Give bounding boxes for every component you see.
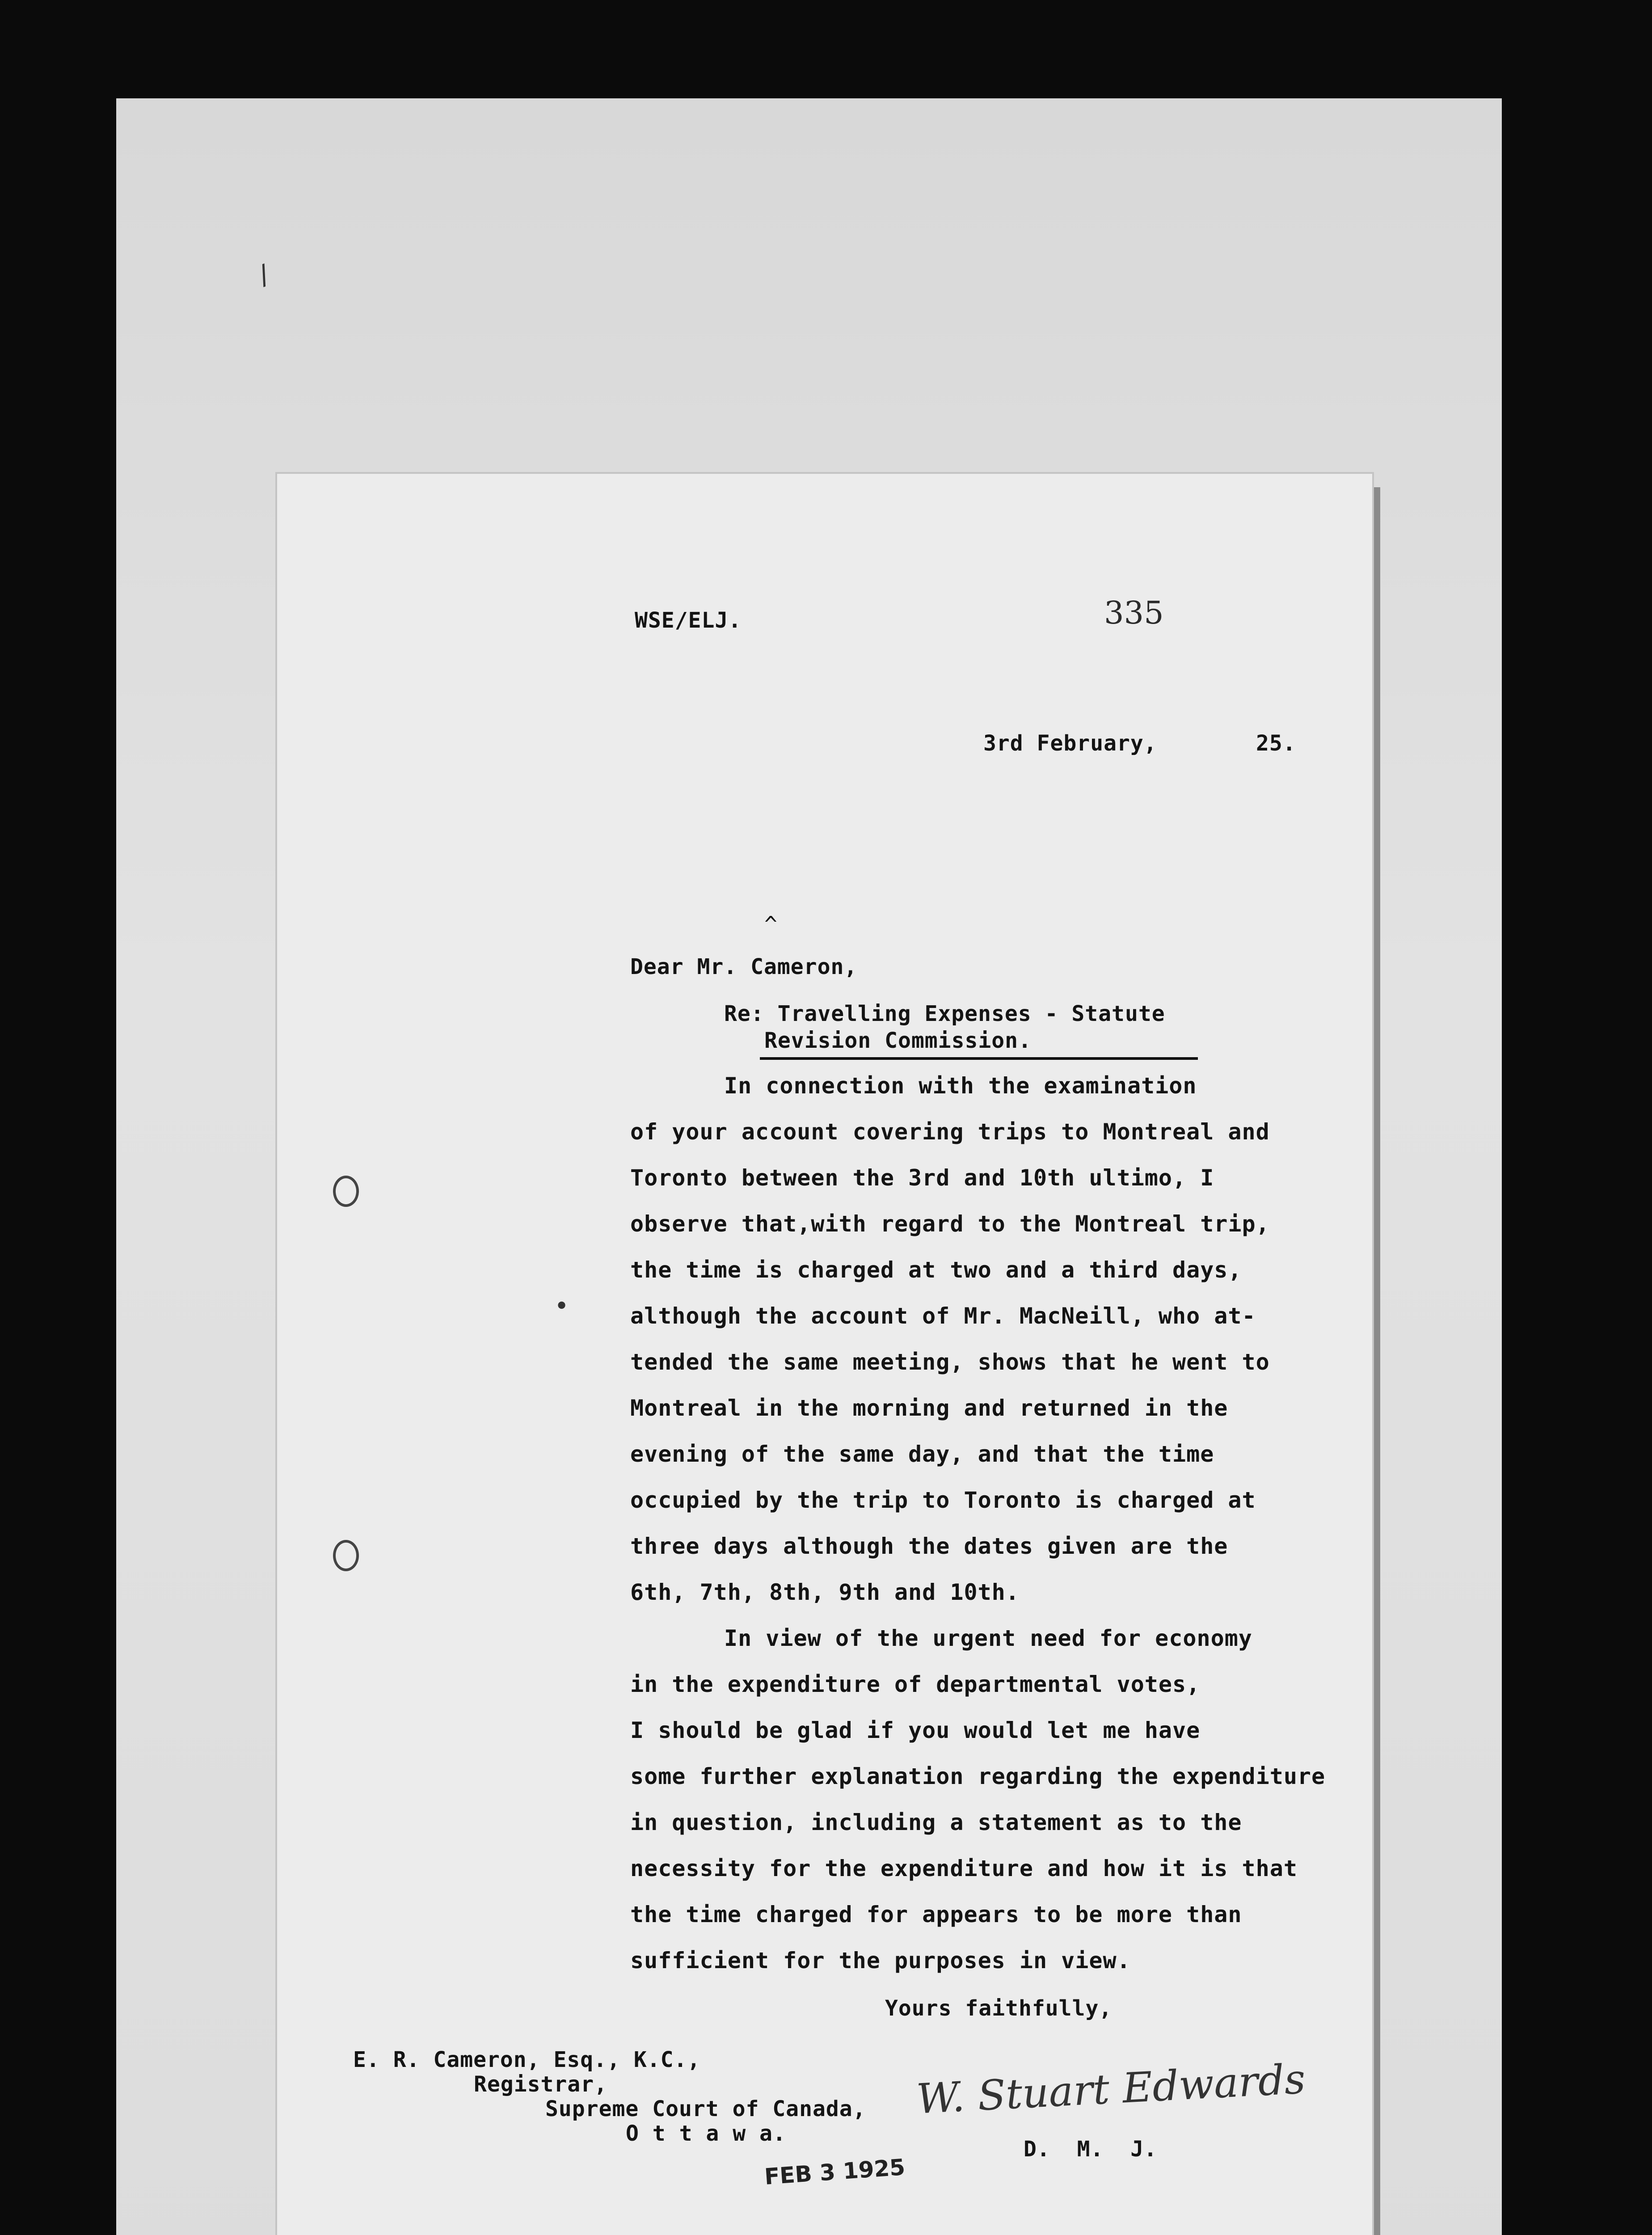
salutation: Dear Mr. Cameron, [630, 954, 858, 979]
pencil-tick-mark: / [254, 258, 274, 291]
body-line: in the expenditure of departmental votes, [630, 1671, 1201, 1697]
body-line: 6th, 7th, 8th, 9th and 10th. [630, 1579, 1020, 1605]
body-line: I should be glad if you would let me have [630, 1717, 1201, 1743]
body-line: of your account covering trips to Montreal and [630, 1119, 1270, 1145]
closing: Yours faithfully, [885, 1996, 1113, 2021]
reference-code: WSE/ELJ. [635, 608, 742, 633]
body-line: tended the same meeting, shows that he went to [630, 1349, 1270, 1375]
body-line: In connection with the examination [724, 1073, 1197, 1099]
addressee-name: E. R. Cameron, Esq., K.C., [353, 2047, 701, 2072]
letter-sheet [277, 474, 1372, 2235]
ink-dot-mark: • [554, 1292, 569, 1321]
subject-underline [760, 1057, 1198, 1060]
body-line: Toronto between the 3rd and 10th ultimo, I [630, 1165, 1214, 1191]
body-line: three days although the dates given are the [630, 1533, 1228, 1559]
body-line: observe that,with regard to the Montreal trip, [630, 1211, 1270, 1237]
punch-hole-top [333, 1176, 359, 1207]
subject-line-1: Re: Travelling Expenses - Statute [724, 1001, 1165, 1026]
body-line: although the account of Mr. MacNeill, who at- [630, 1303, 1256, 1329]
body-line: some further explanation regarding the expenditure [630, 1763, 1326, 1789]
body-line: Montreal in the morning and returned in the [630, 1395, 1228, 1421]
subject-line-2: Revision Commission. [764, 1028, 1032, 1053]
body-line: necessity for the expenditure and how it is that [630, 1855, 1298, 1881]
letter-date: 3rd February, [983, 731, 1157, 756]
body-line: evening of the same day, and that the time [630, 1441, 1214, 1467]
caret-mark: ^ [764, 912, 778, 937]
signature: W. Stuart Edwards [915, 2055, 1307, 2123]
body-line: sufficient for the purposes in view. [630, 1948, 1131, 1974]
page-number: 335 [1104, 595, 1164, 631]
body-line: the time is charged at two and a third days, [630, 1257, 1242, 1283]
addressee-city: O t t a w a. [626, 2121, 786, 2146]
body-line: in question, including a statement as to the [630, 1809, 1242, 1835]
punch-hole-bottom [333, 1540, 359, 1571]
body-line: the time charged for appears to be more than [630, 1902, 1242, 1927]
addressee-org: Supreme Court of Canada, [545, 2096, 866, 2121]
signer-initials: D. M. J. [1024, 2137, 1157, 2162]
body-line: In view of the urgent need for economy [724, 1625, 1252, 1651]
addressee-title: Registrar, [474, 2072, 607, 2097]
letter-year: 25. [1256, 731, 1296, 756]
body-line: occupied by the trip to Toronto is charged at [630, 1487, 1256, 1513]
received-date-stamp: FEB 3 1925 [763, 2154, 906, 2190]
